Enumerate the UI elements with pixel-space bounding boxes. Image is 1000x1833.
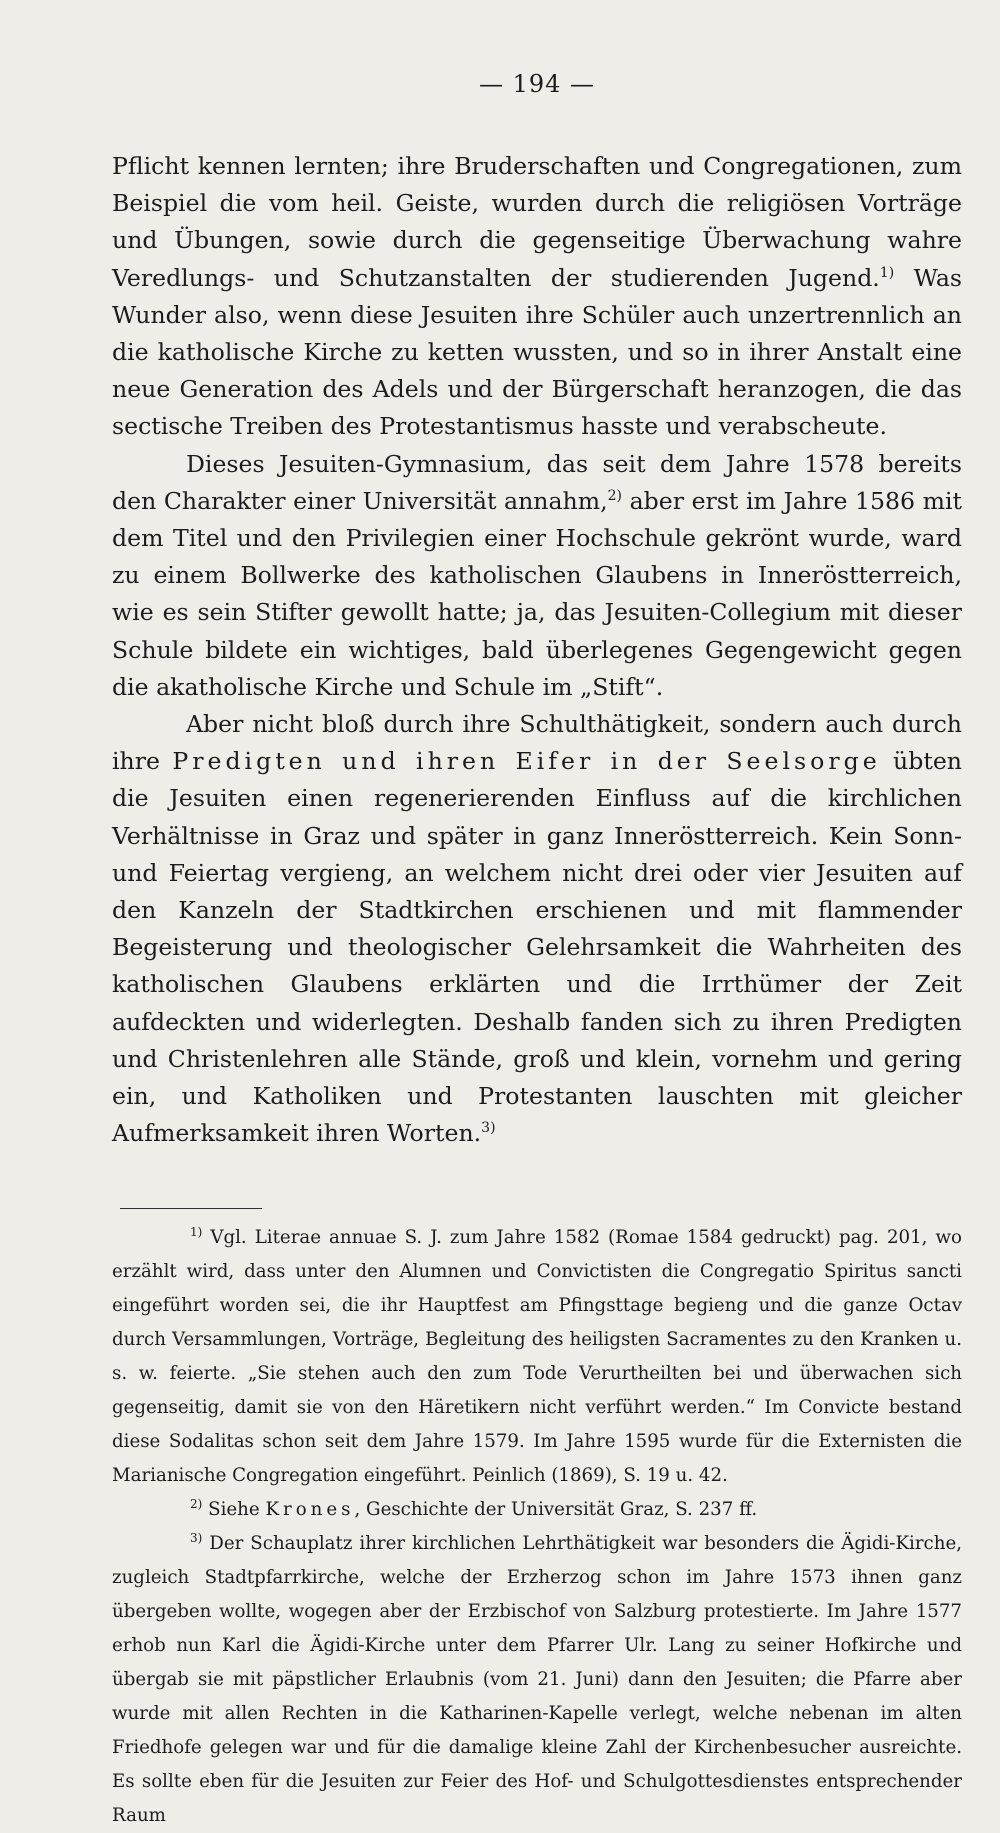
footnote: $^{3)}$ Der Schauplatz ihrer kirchlichen Lehrthätigkeit war besonders die Ägidi-Kirche, zugleich Stadtpfarrkirche, welche der Erzherzog schon im Jahre 1573 ihnen ganz übergeben wollte, wogegen aber der Erzbischof von Salzburg protestierte. Im Jahre 1577 erhob nun Karl die Ägidi-Kirche unter dem Pfarrer Ulr. Lang zu seiner Hofkirche und übergab sie mit päpstlicher Erlaubnis (vom 21. Juni) dann den Jesuiten; die Pfarre aber wurde mit allen Rechten in die Katharinen-Kapelle verlegt, welche nebenan im alten Friedhofe gelegen war und für die damalige kleine Zahl der Kirchenbesucher ausreichte. Es sollte eben für die Jesuiten zur Feier des Hof- und Schulgottesdienstes entsprechender Raum (112, 1531, 962, 1827)
footnotes (112, 1221, 962, 1833)
footnote-reference: 3) (481, 1120, 496, 1137)
page-number: — 194 — (478, 70, 596, 98)
footnote: $^{2)}$ Siehe Krones, Geschichte der Universität Graz, S. 237 ff. (190, 1497, 758, 1521)
footnote-reference: 2) (607, 487, 623, 504)
main-text (112, 148, 962, 1152)
paragraph: Aber nicht bloß durch ihre Schulthätigkeit, sondern auch durch ihre Predigten und ihren Eifer in der Seelsorge übten die Jesuiten einen regenerierenden Einfluss auf die kirchlichen Verhältnisse in Graz und später in ganz Inneröstterreich. Kein Sonn- und Feiertag vergieng, an welchem nicht drei oder vier Jesuiten auf den Kanzeln der Stadtkirchen erschienen und mit flammender Begeisterung und theologischer Gelehrsamkeit die Wahrheiten des katholischen Glaubens erklärten und die Irrthümer der Zeit aufdeckten und widerlegten. Deshalb fanden sich zu ihren Predigten und Christenlehren alle Stände, groß und klein, vornehm und gering ein, und Katholiken und Protestanten lauschten mit gleicher Aufmerksamkeit ihren Worten.$^{3)}$ (112, 710, 962, 1148)
emphasized-text: Krones (265, 1499, 355, 1521)
emphasized-text: Predigten und ihren Eifer in der Seelsorge (172, 747, 881, 776)
footnote-divider (120, 1208, 262, 1209)
footnote-reference: 1) (879, 264, 895, 281)
paragraph: Pflicht kennen lernten; ihre Bruderschaften und Congregationen, zum Beispiel die vom heil. Geiste, wurden durch die religiösen Vorträge und Übungen, sowie durch die gegenseitige Überwachung wahre Veredlungs- und Schutzanstalten der studierenden Jugend.$^{1)}$ Was Wunder also, wenn diese Jesuiten ihre Schüler auch unzertrennlich an die katholische Kirche zu ketten wussten, und so in ihrer Anstalt eine neue Generation des Adels und der Bürgerschaft heranzogen, die das sectische Treiben des Protestantismus hasste und verabscheute. (112, 152, 962, 441)
footnote: $^{1)}$ Vgl. Literae annuae S. J. zum Jahre 1582 (Romae 1584 gedruckt) pag. 201, wo erzählt wird, dass unter den Alumnen und Convictisten die Congregatio Spiritus sancti eingeführt worden sei, die ihr Hauptfest am Pfingsttage begieng und die ganze Octav durch Versammlungen, Vorträge, Begleitung des heiligsten Sacramentes zu den Kranken u. s. w. feierte. „Sie stehen auch den zum Tode Verurtheilten bei und überwachen sich gegenseitig, damit sie von den Häretikern nicht verführt werden.“ Im Convicte bestand diese Sodalitas schon seit dem Jahre 1579. Im Jahre 1595 wurde für die Externisten die Marianische Congregation eingeführt. Peinlich (1869), S. 19 u. 42. (112, 1225, 962, 1487)
paragraph: Dieses Jesuiten-Gymnasium, das seit dem Jahre 1578 bereits den Charakter einer Universität annahm,$^{2)}$ aber erst im Jahre 1586 mit dem Titel und den Privilegien einer Hochschule gekrönt wurde, ward zu einem Bollwerke des katholischen Glaubens in Inneröstterreich, wie es sein Stifter gewollt hatte; ja, das Jesuiten-Collegium mit dieser Schule bildete ein wichtiges, bald überlegenes Gegengewicht gegen die akatholische Kirche und Schule im „Stift“. (112, 449, 962, 701)
